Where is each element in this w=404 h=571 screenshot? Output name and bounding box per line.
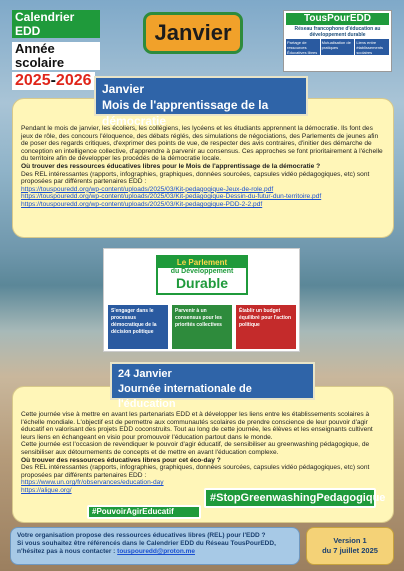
hashtag-pouvoir-agir: #PouvoirAgirEducatif	[87, 505, 201, 519]
parlement-logo	[103, 248, 300, 352]
section-question: Où trouver des ressources éducatives libres pour le Mois de l'apprentissage de la démocratie ?	[21, 162, 321, 170]
calendar-label	[12, 10, 100, 89]
parlement-title	[156, 255, 248, 295]
pillar-block: Parvenir à un consensus pour les priorités collectives	[172, 305, 232, 349]
section-intro: Des REL intéressantes (rapports, infographies, graphiques, données sourcées, capsules vidéo pédagogiques, etc) sont proposées par différents partenaires EDD :	[21, 464, 370, 479]
parlement-le: Le Parlement	[158, 257, 246, 268]
footer-line: Si vous souhaitez être référencés dans le Calendrier EDD du Réseau TousPourEDD,	[17, 540, 276, 547]
header-title: 24 Janvier	[118, 368, 172, 380]
version-badge	[306, 527, 394, 565]
year-end: 2026	[55, 72, 92, 89]
header-subtitle: Journée internationale de l'éducation	[118, 383, 252, 410]
logo-cell: Partage de ressources Éducatives libres	[286, 39, 320, 55]
version-date: du 7 juillet 2025	[322, 546, 378, 555]
logo-cells	[286, 39, 389, 55]
parlement-pillars	[108, 305, 296, 349]
section-education-header	[110, 362, 315, 410]
logo-cell: Mutualisation de pratiques	[321, 39, 355, 55]
school-year-label: Année scolaire	[12, 42, 100, 70]
resource-link[interactable]: https://www.un.org/fr/observances/education-day	[21, 479, 164, 487]
school-year-value	[12, 72, 95, 90]
contact-email-link[interactable]: touspouredd@proton.me	[117, 548, 195, 555]
resource-link[interactable]: https://aligue.org/	[21, 486, 72, 494]
pillar-block: S'engager dans le processus démocratique de la décision politique	[108, 305, 168, 349]
resource-link[interactable]: https://touspouredd.org/wp-content/uploads/2025/03/Kit-pedagogique-Dessin-du-futur-dun-territoire.pdf	[21, 193, 322, 201]
year-sep: -	[50, 72, 56, 89]
resource-link[interactable]: https://touspouredd.org/wp-content/uploads/2025/03/Kit-pedagogique-Jeux-de-role.pdf	[21, 185, 274, 193]
hashtag-stop-greenwashing: #StopGreenwashingPedagogique	[204, 488, 376, 508]
resource-link[interactable]: https://touspouredd.org/wp-content/uploads/2025/03/Kit-pedagogique-PDD-2-2.pdf	[21, 200, 263, 208]
section-paragraph: Pendant le mois de janvier, les écoliers, les collégiens, les lycéens et les étudiants apprennent la démocratie. Ils font des jeux de rôle, des concours l'éloquence, des débats réglés, des simulations de négociations, des Parlements de jeunes afin de poser des regards critiques, d'exprimer des points de vue, de respecter des avis contraires, d'initier des démarche de conception en intelligence collective, d'apprendre à parvenir au consensus. Ces approches se font prioritairement à l'échelle du territoire afin de développer les procédés de la démocratie locale.	[21, 125, 383, 163]
footer-prefix: n'hésitez pas à nous contacter :	[17, 548, 118, 555]
header-title: Janvier	[102, 82, 145, 96]
calendar-title: Calendrier EDD	[12, 10, 100, 38]
footer-line: Votre organisation propose des ressources éducatives libres (REL) pour l'EDD ?	[17, 532, 266, 539]
touspouredd-logo	[283, 10, 392, 72]
section-paragraph: Cette journée est l'occasion de revendiquer le pouvoir d'agir éducatif, de sensibiliser au greenwashing pédagogique, de sensibiliser aux détournements de concepts et de mettre en avant l'éducation complexe.	[21, 441, 370, 456]
logo-title: TousPourEDD	[286, 13, 389, 25]
footer-line	[17, 548, 293, 556]
header-subtitle: Mois de l'apprentissage de la démocratie	[102, 98, 269, 128]
section-paragraph: Cette journée vise à mettre en avant les partenariats EDD et à développer les liens entre les établissements scolaires à l'échelle mondiale. L'objectif est de permettre aux communautés scolaires de prendre conscience de leur pouvoir d'agir éducatif en valorisant des projets EDD coconstruits. Tout au long de cette journée, les élèves et les enseignants cultivent leurs liens en échangeant en visio pour promouvoir l'éducation partout dans le monde.	[21, 411, 373, 441]
logo-subtitle: Réseau francophone d'éducation au développement durable	[294, 26, 381, 38]
version-number: Version 1	[333, 536, 367, 545]
parlement-durable: Durable	[175, 275, 229, 291]
section-question: Où trouver des ressources éducatives libres pour cet éco-day ?	[21, 456, 221, 464]
contact-footer	[10, 527, 300, 565]
month-badge: Janvier	[143, 12, 243, 54]
section-intro: Des REL intéressantes (rapports, infographies, graphiques, données sourcées, capsules vidéo pédagogiques, etc) sont proposées par différents partenaires EDD :	[21, 170, 370, 186]
logo-cell: Liens entre établissements scolaires	[355, 39, 389, 55]
year-start: 2025	[15, 72, 51, 89]
parlement-du: du Développement	[170, 268, 234, 275]
section-democracy-header	[94, 76, 308, 128]
pillar-block: Établir un budget équilibré pour l'action politique	[236, 305, 296, 349]
